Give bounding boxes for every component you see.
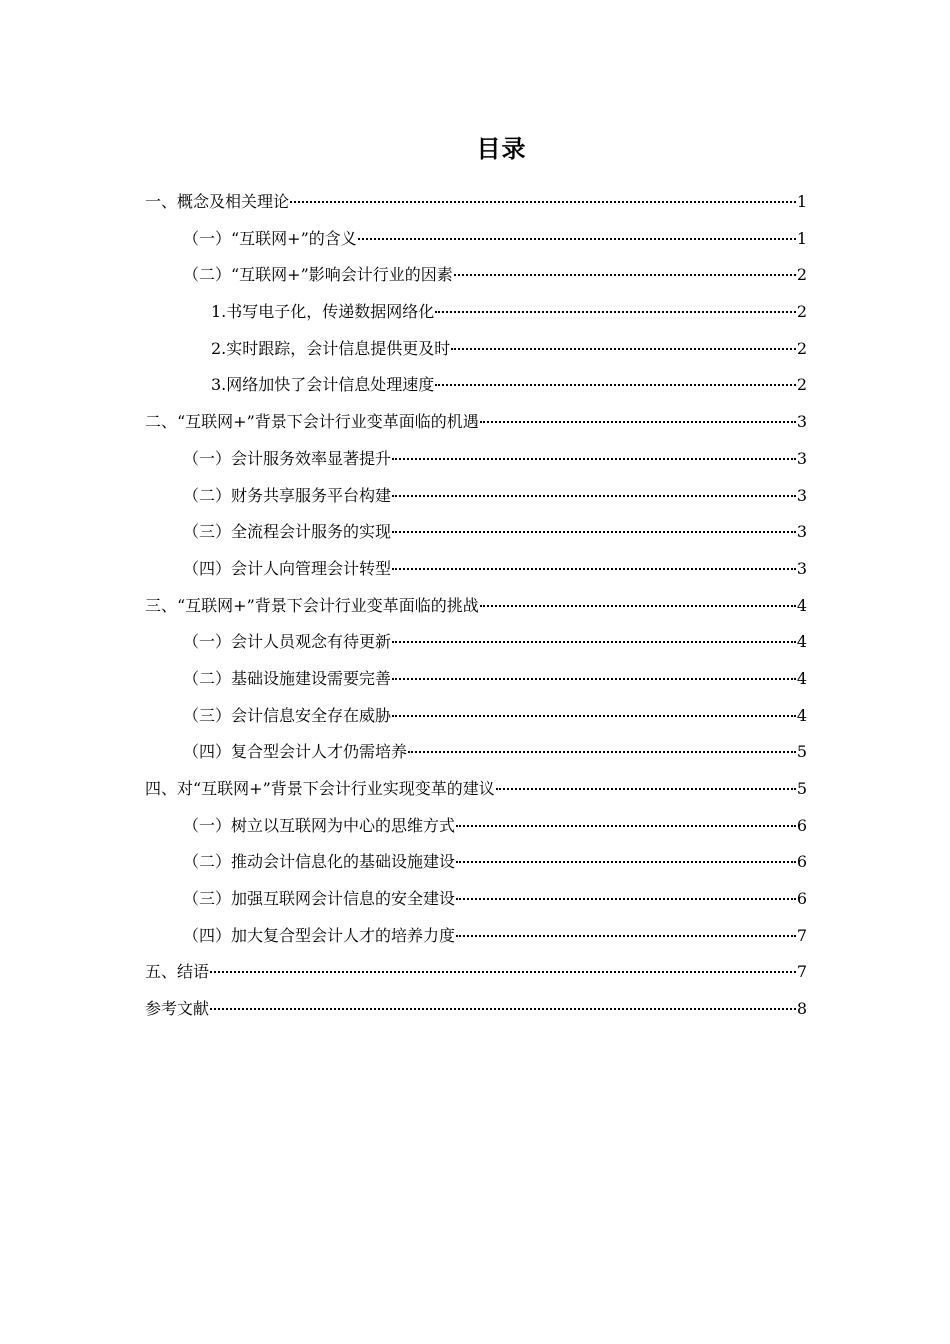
- dot-leader: [392, 438, 796, 460]
- dot-leader: [435, 364, 796, 386]
- toc-entry[interactable]: [145, 294, 807, 331]
- toc-entry[interactable]: [145, 221, 807, 258]
- toc-entry[interactable]: [145, 257, 807, 294]
- toc-entry-text: （三）全流程会计服务的实现: [183, 522, 392, 542]
- toc-entry-text: （一）树立以互联网为中心的思维方式: [183, 815, 456, 835]
- dot-leader: [392, 621, 796, 643]
- toc-entry-text: （二）推动会计信息化的基础设施建设: [183, 852, 456, 872]
- toc-entry-text: （二）“互联网+”影响会计行业的因素: [183, 265, 453, 285]
- toc-entry-text: （四）会计人向管理会计转型: [183, 558, 392, 578]
- dot-leader: [456, 878, 796, 900]
- toc-page-number: 3: [796, 558, 807, 578]
- dot-leader: [451, 328, 796, 350]
- toc-entry[interactable]: [145, 551, 807, 588]
- toc-entry-text: （二）基础设施建设需要完善: [183, 668, 392, 688]
- toc-title: 目录: [476, 135, 527, 163]
- toc-entry-text: 三、“互联网+”背景下会计行业变革面临的挑战: [145, 595, 479, 615]
- toc-entry-text: （一）会计服务效率显著提升: [183, 448, 392, 468]
- toc-page-number: 4: [796, 668, 807, 688]
- dot-leader: [496, 768, 796, 790]
- toc-entry-text: （三）加强互联网会计信息的安全建设: [183, 889, 456, 909]
- toc-entry[interactable]: [145, 624, 807, 661]
- toc-page-number: 5: [796, 742, 807, 762]
- toc-entry-text: （一）“互联网+”的含义: [183, 228, 357, 248]
- toc-entry-text: （三）会计信息安全存在威胁: [183, 705, 392, 725]
- dot-leader: [392, 511, 796, 533]
- toc-page-number: 2: [796, 338, 807, 358]
- toc-entry[interactable]: [145, 771, 807, 808]
- toc-page-number: 7: [796, 925, 807, 945]
- toc-entry-text: （二）财务共享服务平台构建: [183, 485, 392, 505]
- toc-entry[interactable]: [145, 184, 807, 221]
- toc-page-number: 1: [796, 192, 807, 211]
- toc-page-number: 3: [796, 485, 807, 505]
- dot-leader: [392, 695, 796, 717]
- dot-leader: [456, 915, 796, 937]
- toc-entry[interactable]: [145, 367, 807, 404]
- toc-page-number: 3: [796, 522, 807, 542]
- toc-page-number: 3: [796, 412, 807, 432]
- toc-page-number: 8: [796, 999, 807, 1019]
- toc-entry[interactable]: [145, 881, 807, 918]
- toc-page-number: 2: [796, 302, 807, 322]
- dot-leader: [480, 401, 796, 423]
- toc-entry-text: 二、“互联网+”背景下会计行业变革面临的机遇: [145, 412, 479, 432]
- toc-entry[interactable]: [145, 514, 807, 551]
- dot-leader: [435, 291, 796, 313]
- toc-entry[interactable]: [145, 991, 807, 1028]
- toc-entry[interactable]: [145, 734, 807, 771]
- dot-leader: [392, 658, 796, 680]
- toc-page-number: 2: [796, 265, 807, 285]
- toc-entry-text: （一）会计人员观念有待更新: [183, 632, 392, 652]
- toc-page-number: 5: [796, 779, 807, 798]
- dot-leader: [358, 218, 796, 240]
- toc-entry[interactable]: [145, 808, 807, 845]
- toc-entry[interactable]: [145, 441, 807, 478]
- toc-page-number: 7: [796, 962, 807, 982]
- toc-list: [145, 184, 807, 1028]
- toc-entry-text: （四）加大复合型会计人才的培养力度: [183, 925, 456, 945]
- toc-entry[interactable]: [145, 588, 807, 625]
- dot-leader: [456, 805, 796, 827]
- toc-entry[interactable]: [145, 918, 807, 955]
- toc-entry-text: （四）复合型会计人才仍需培养: [183, 742, 408, 762]
- toc-page-number: 6: [796, 852, 807, 872]
- toc-entry-text: 2.实时跟踪，会计信息提供更及时: [211, 338, 451, 358]
- toc-entry-text: 3.网络加快了会计信息处理速度: [211, 375, 435, 395]
- toc-entry[interactable]: [145, 404, 807, 441]
- toc-entry[interactable]: [145, 844, 807, 881]
- dot-leader: [210, 988, 796, 1010]
- toc-page-number: 2: [796, 375, 807, 395]
- toc-page-number: 6: [796, 889, 807, 909]
- toc-page-number: 4: [796, 705, 807, 725]
- dot-leader: [480, 585, 796, 607]
- dot-leader: [290, 181, 796, 203]
- dot-leader: [454, 254, 796, 276]
- dot-leader: [392, 475, 796, 497]
- toc-entry[interactable]: [145, 954, 807, 991]
- dot-leader: [392, 548, 796, 570]
- toc-entry-text: 参考文献: [145, 999, 210, 1019]
- toc-entry-text: 1.书写电子化，传递数据网络化: [211, 302, 435, 322]
- toc-page-number: 4: [796, 632, 807, 652]
- toc-entry-text: 一、概念及相关理论: [145, 192, 290, 211]
- toc-page-number: 3: [796, 448, 807, 468]
- toc-entry[interactable]: [145, 331, 807, 368]
- toc-entry[interactable]: [145, 698, 807, 735]
- toc-page-number: 4: [796, 595, 807, 615]
- toc-page-number: 1: [796, 228, 807, 248]
- toc-entry[interactable]: [145, 661, 807, 698]
- toc-page-number: 6: [796, 815, 807, 835]
- toc-entry-text: 四、对“互联网+”背景下会计行业实现变革的建议: [145, 779, 495, 798]
- toc-entry[interactable]: [145, 478, 807, 515]
- toc-entry-text: 五、结语: [145, 962, 210, 982]
- dot-leader: [408, 731, 796, 753]
- dot-leader: [210, 951, 796, 973]
- dot-leader: [456, 841, 796, 863]
